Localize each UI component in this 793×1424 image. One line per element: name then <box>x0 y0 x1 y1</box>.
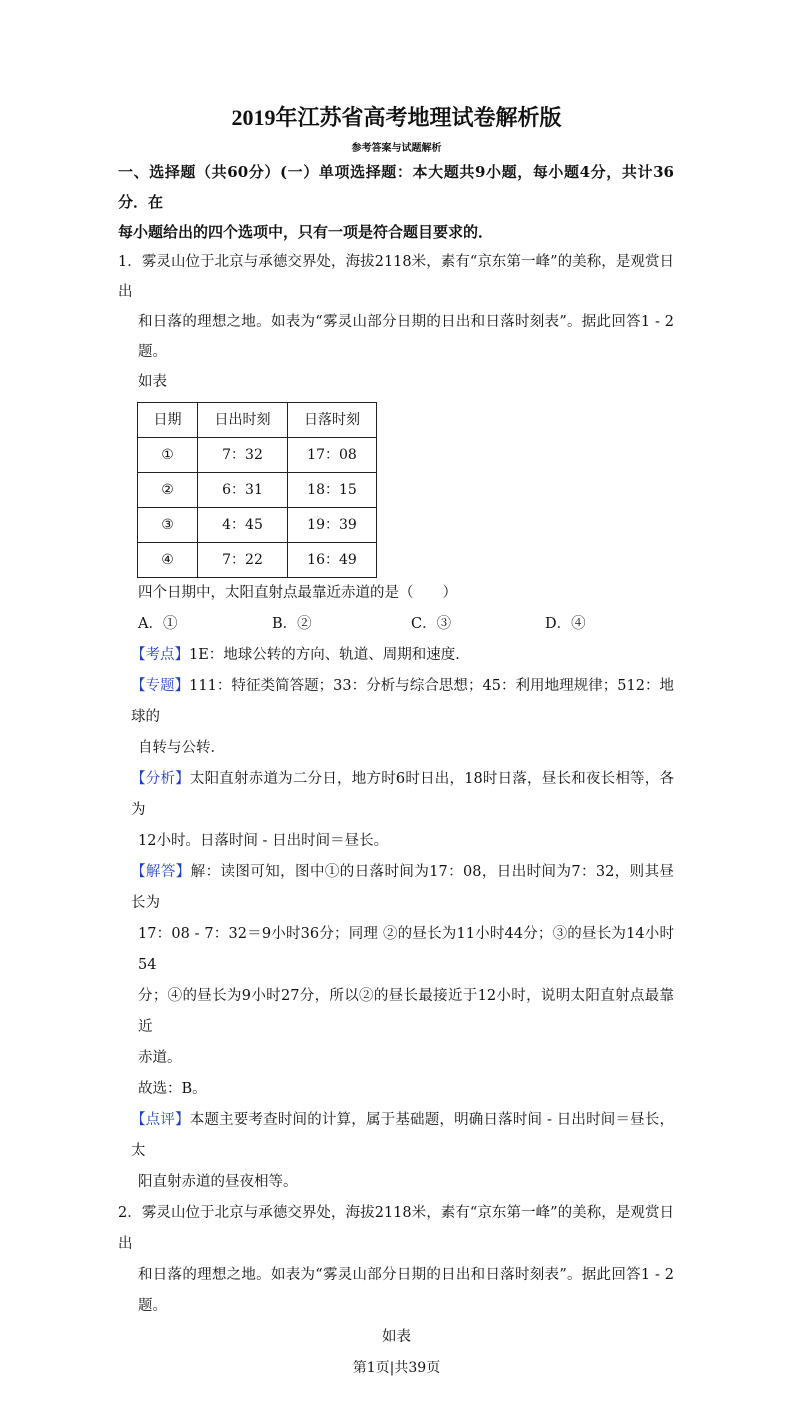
dianping-text: 本题主要考查时间的计算，属于基础题，明确日落时间 - 日出时间＝昼长，太 <box>131 1112 674 1159</box>
zhuanti <box>118 671 674 733</box>
kaodian-text: 1E：地球公转的方向、轨道、周期和速度． <box>189 647 470 663</box>
table-row <box>138 473 377 508</box>
table-header: 日落时刻 <box>288 403 377 438</box>
zhuanti-text: 111：特征类简答题；33：分析与综合思想；45：利用地理规律；512：地球的 <box>131 678 674 725</box>
document-page <box>118 0 674 1424</box>
option-d: D．④ <box>545 616 586 632</box>
table-cell: ④ <box>138 543 198 578</box>
table-cell: 17：08 <box>288 438 377 473</box>
table-cell: ① <box>138 438 198 473</box>
table-cell: 18：15 <box>288 473 377 508</box>
table-cell: 4：45 <box>198 508 288 543</box>
jieda-text: 解：读图可知，图中①的日落时间为17：08，日出时间为7：32，则其昼长为 <box>131 864 675 911</box>
table-cell: 7：22 <box>198 543 288 578</box>
q2-line: 2．雾灵山位于北京与承德交界处，海拔2118米，素有“京东第一峰”的美称，是观赏日出 <box>118 1205 674 1252</box>
kaodian-tag: 【考点】 <box>131 647 189 663</box>
sunrise-table <box>137 402 377 578</box>
zhuanti-text-2: 自转与公转． <box>138 740 225 756</box>
jieda-text-4: 赤道。 <box>138 1050 182 1066</box>
section-heading-2: 每小题给出的四个选项中，只有一项是符合题目要求的． <box>118 223 494 241</box>
dianping-text-2: 阳直射赤道的昼夜相等。 <box>138 1174 298 1190</box>
table-header: 日期 <box>138 403 198 438</box>
q2-ru-biao: 如表 <box>382 1329 411 1345</box>
table-cell: ③ <box>138 508 198 543</box>
q1-line: 和日落的理想之地。如表为“雾灵山部分日期的日出和日落时刻表”。据此回答1 - 2题。 <box>138 314 674 360</box>
table-header-row <box>138 403 377 438</box>
jieda <box>118 857 674 919</box>
jieda-text-3: 分；④的昼长为9小时27分，所以②的昼长最接近于12小时，说明太阳直射点最靠近 <box>138 988 674 1035</box>
fenxi-tag: 【分析】 <box>131 771 190 787</box>
q1-line: 1．雾灵山位于北京与承德交界处，海拔2118米，素有“京东第一峰”的美称，是观赏日出 <box>118 254 674 300</box>
dianping <box>118 1105 674 1167</box>
option-b: B．② <box>272 616 312 632</box>
kaodian <box>118 640 674 671</box>
table-cell: 7：32 <box>198 438 288 473</box>
table-row <box>138 543 377 578</box>
q1-line: 如表 <box>138 374 167 390</box>
table-cell: 6：31 <box>198 473 288 508</box>
dianping-tag: 【点评】 <box>131 1112 190 1128</box>
page-title: 2019年江苏省高考地理试卷解析版 <box>231 105 562 130</box>
table-row <box>138 508 377 543</box>
fenxi-text: 太阳直射赤道为二分日，地方时6时日出，18时日落，昼长和夜长相等，各为 <box>131 771 674 818</box>
q2-line: 和日落的理想之地。如表为“雾灵山部分日期的日出和日落时刻表”。据此回答1 - 2题。 <box>138 1267 674 1314</box>
question-text: 四个日期中，太阳直射点最靠近赤道的是（ ） <box>138 585 457 601</box>
table-header: 日出时刻 <box>198 403 288 438</box>
answer: 故选：B。 <box>138 1081 207 1097</box>
table-cell: 19：39 <box>288 508 377 543</box>
option-a: A．① <box>138 616 178 632</box>
jieda-text-2: 17：08 - 7：32＝9小时36分；同理 ②的昼长为11小时44分；③的昼长为14小时54 <box>138 926 674 973</box>
fenxi-text-2: 12小时。日落时间 - 日出时间＝昼长。 <box>138 833 389 849</box>
table-row <box>138 438 377 473</box>
page-subtitle: 参考答案与试题解析 <box>351 143 442 154</box>
fenxi <box>118 764 674 826</box>
zhuanti-tag: 【专题】 <box>131 678 190 694</box>
section-heading: 一、选择题（共60分）(一）单项选择题：本大题共9小题，每小题4分，共计36分．在 <box>118 163 674 211</box>
option-c: C．③ <box>411 616 452 632</box>
jieda-tag: 【解答】 <box>131 864 191 880</box>
table-cell: 16：49 <box>288 543 377 578</box>
options-row <box>118 609 674 640</box>
page-footer: 第1页|共39页 <box>352 1360 441 1376</box>
table-cell: ② <box>138 473 198 508</box>
